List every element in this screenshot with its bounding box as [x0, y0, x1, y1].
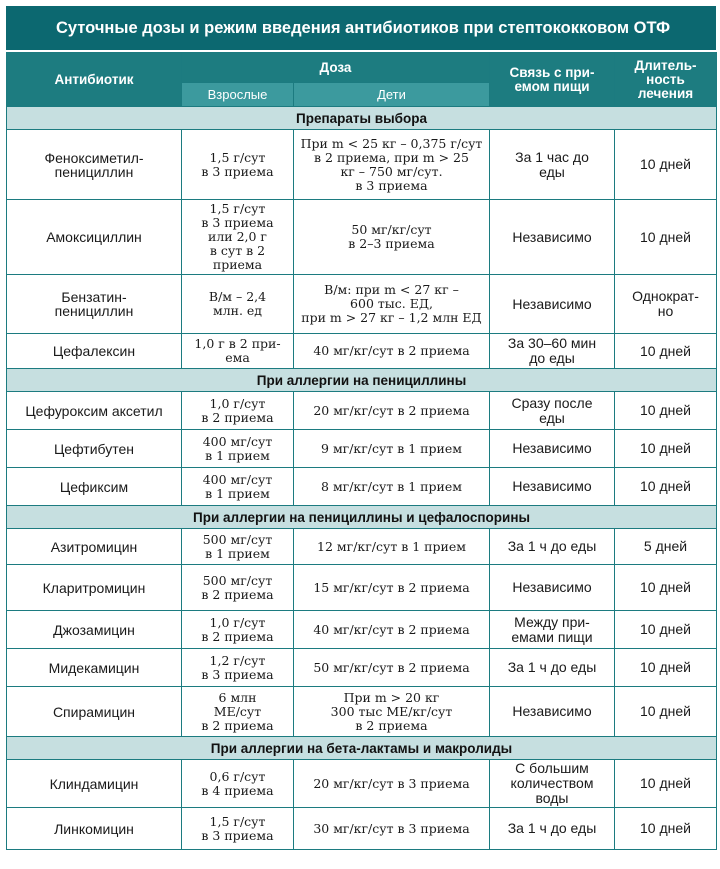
antibiotic-name-cell: Мидекамицин [7, 649, 182, 687]
antibiotic-name-cell: Амоксициллин [7, 200, 182, 275]
duration-cell: Однократ- но [615, 275, 717, 334]
antibiotic-name-cell: Цефалексин [7, 334, 182, 369]
duration-cell: 10 дней [615, 687, 717, 737]
child-dose-cell: 50 мг/кг/сут в 2–3 приема [294, 200, 490, 275]
duration-cell: 5 дней [615, 529, 717, 565]
antibiotic-name-cell: Феноксиметил- пенициллин [7, 130, 182, 200]
child-dose-cell: 40 мг/кг/сут в 2 приема [294, 334, 490, 369]
meal-relation-cell: С большим количеством воды [490, 760, 615, 808]
meal-relation-cell: За 1 ч до еды [490, 649, 615, 687]
table-row [7, 760, 717, 808]
adult-dose-cell: В/м – 2,4 млн. ед [182, 275, 294, 334]
adult-dose-cell: 1,5 г/сут в 3 приема [182, 130, 294, 200]
antibiotic-name-cell: Цефиксим [7, 468, 182, 506]
antibiotic-name-cell: Кларитромицин [7, 565, 182, 611]
meal-relation-cell: Независимо [490, 468, 615, 506]
duration-cell: 10 дней [615, 430, 717, 468]
child-dose-cell: 50 мг/кг/сут в 2 приема [294, 649, 490, 687]
table-body [7, 107, 717, 850]
adult-dose-cell: 1,0 г в 2 при- ема [182, 334, 294, 369]
meal-relation-cell: Независимо [490, 430, 615, 468]
section-header [7, 369, 717, 392]
child-dose-cell: 40 мг/кг/сут в 2 приема [294, 611, 490, 649]
table-row [7, 687, 717, 737]
table-row [7, 130, 717, 200]
adult-dose-cell: 1,0 г/сут в 2 приема [182, 611, 294, 649]
meal-relation-cell: Независимо [490, 275, 615, 334]
header-meal-relation: Связь с при- емом пищи [490, 53, 615, 107]
table-row [7, 808, 717, 850]
duration-cell: 10 дней [615, 760, 717, 808]
adult-dose-cell: 500 мг/сут в 2 приема [182, 565, 294, 611]
child-dose-cell: При m < 25 кг – 0,375 г/сут в 2 приема, при m > 25 кг – 750 мг/сут. в 3 приема [294, 130, 490, 200]
duration-cell: 10 дней [615, 649, 717, 687]
duration-cell: 10 дней [615, 808, 717, 850]
section-header [7, 107, 717, 130]
section-title: Препараты выбора [7, 107, 717, 130]
child-dose-cell: При m > 20 кг 300 тыс МЕ/кг/сут в 2 приема [294, 687, 490, 737]
antibiotics-table [6, 52, 717, 850]
header-children: Дети [294, 83, 490, 107]
child-dose-cell: 15 мг/кг/сут в 2 приема [294, 565, 490, 611]
table-row [7, 468, 717, 506]
antibiotic-name-cell: Цефуроксим аксетил [7, 392, 182, 430]
antibiotic-name-cell: Линкомицин [7, 808, 182, 850]
table-row [7, 200, 717, 275]
adult-dose-cell: 1,0 г/сут в 2 приема [182, 392, 294, 430]
section-title: При аллергии на пенициллины и цефалоспорины [7, 506, 717, 529]
header-antibiotic: Антибиотик [7, 53, 182, 107]
adult-dose-cell: 1,5 г/сут в 3 приема [182, 808, 294, 850]
table-row [7, 334, 717, 369]
section-title: При аллергии на пенициллины [7, 369, 717, 392]
table-row [7, 649, 717, 687]
duration-cell: 10 дней [615, 565, 717, 611]
meal-relation-cell: Независимо [490, 565, 615, 611]
meal-relation-cell: За 1 ч до еды [490, 529, 615, 565]
meal-relation-cell: За 1 час до еды [490, 130, 615, 200]
duration-cell: 10 дней [615, 468, 717, 506]
duration-cell: 10 дней [615, 334, 717, 369]
antibiotic-name-cell: Бензатин- пенициллин [7, 275, 182, 334]
header-dose: Доза [182, 53, 490, 83]
child-dose-cell: 8 мг/кг/сут в 1 прием [294, 468, 490, 506]
antibiotic-name-cell: Азитромицин [7, 529, 182, 565]
section-title: При аллергии на бета-лактамы и макролиды [7, 737, 717, 760]
adult-dose-cell: 1,2 г/сут в 3 приема [182, 649, 294, 687]
table-title: Суточные дозы и режим введения антибиотиков при стептококковом ОТФ [6, 6, 716, 52]
table-row [7, 611, 717, 649]
child-dose-cell: 12 мг/кг/сут в 1 прием [294, 529, 490, 565]
antibiotic-name-cell: Цефтибутен [7, 430, 182, 468]
child-dose-cell: 20 мг/кг/сут в 2 приема [294, 392, 490, 430]
meal-relation-cell: За 30–60 мин до еды [490, 334, 615, 369]
table-row [7, 430, 717, 468]
duration-cell: 10 дней [615, 392, 717, 430]
child-dose-cell: 9 мг/кг/сут в 1 прием [294, 430, 490, 468]
table-row [7, 392, 717, 430]
meal-relation-cell: Между при- емами пищи [490, 611, 615, 649]
antibiotic-name-cell: Спирамицин [7, 687, 182, 737]
adult-dose-cell: 400 мг/сут в 1 прием [182, 468, 294, 506]
table-row [7, 565, 717, 611]
adult-dose-cell: 500 мг/сут в 1 прием [182, 529, 294, 565]
meal-relation-cell: Сразу после еды [490, 392, 615, 430]
adult-dose-cell: 0,6 г/сут в 4 приема [182, 760, 294, 808]
adult-dose-cell: 1,5 г/сут в 3 приема или 2,0 г в сут в 2 приема [182, 200, 294, 275]
duration-cell: 10 дней [615, 611, 717, 649]
antibiotics-table-document [6, 6, 716, 864]
adult-dose-cell: 400 мг/сут в 1 прием [182, 430, 294, 468]
meal-relation-cell: За 1 ч до еды [490, 808, 615, 850]
adult-dose-cell: 6 млн МЕ/сут в 2 приема [182, 687, 294, 737]
meal-relation-cell: Независимо [490, 200, 615, 275]
meal-relation-cell: Независимо [490, 687, 615, 737]
section-header [7, 737, 717, 760]
table-row [7, 529, 717, 565]
child-dose-cell: 30 мг/кг/сут в 3 приема [294, 808, 490, 850]
duration-cell: 10 дней [615, 130, 717, 200]
header-adults: Взрослые [182, 83, 294, 107]
header-duration: Длитель- ность лечения [615, 53, 717, 107]
child-dose-cell: В/м: при m < 27 кг – 600 тыс. ЕД, при m > 27 кг – 1,2 млн ЕД [294, 275, 490, 334]
duration-cell: 10 дней [615, 200, 717, 275]
child-dose-cell: 20 мг/кг/сут в 3 приема [294, 760, 490, 808]
antibiotic-name-cell: Джозамицин [7, 611, 182, 649]
antibiotic-name-cell: Клиндамицин [7, 760, 182, 808]
section-header [7, 506, 717, 529]
table-row [7, 275, 717, 334]
